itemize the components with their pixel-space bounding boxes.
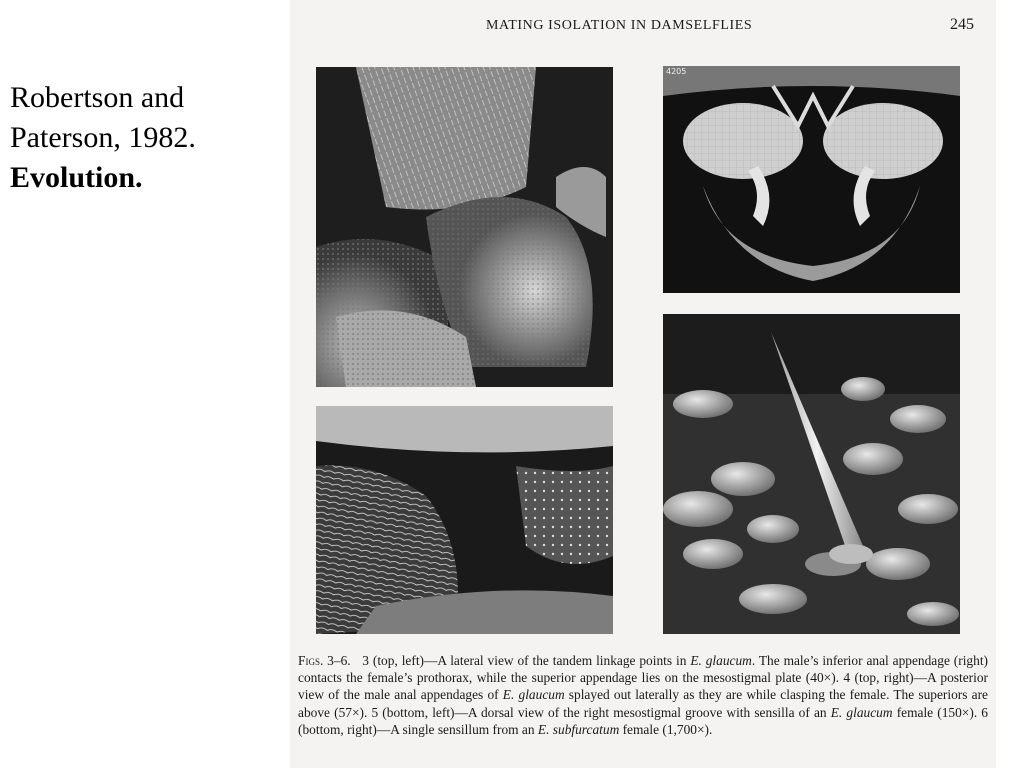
citation-year: Paterson, 1982. xyxy=(10,121,196,154)
caption-text: splayed out laterally as they are while clasping the female. The superiors are above (57×). 5 (bottom, left)—A dorsal view of the right mesostigmal groove with sensilla of an xyxy=(298,687,988,720)
figure-5-micrograph xyxy=(316,406,613,634)
figure-6-micrograph xyxy=(663,314,960,634)
citation-block xyxy=(10,78,280,198)
species-name: E. glaucum xyxy=(502,687,565,703)
species-name: E. subfurcatum xyxy=(537,721,620,737)
species-name: E. glaucum xyxy=(690,653,752,668)
caption-text: female (150×). 6 (bottom, right)—A single sensillum from an xyxy=(298,704,989,737)
figure-caption xyxy=(298,652,988,738)
caption-text: 3 (top, left)—A lateral view of the tandem linkage points in xyxy=(362,653,691,668)
scanned-page xyxy=(290,0,996,768)
page-number: 245 xyxy=(950,16,974,33)
species-name: E. glaucum xyxy=(830,704,893,720)
citation-journal: Evolution. xyxy=(10,161,143,194)
citation-authors: Robertson and xyxy=(10,81,185,114)
caption-text: . The male’s inferior anal appendage (right) contacts the female’s prothorax, while the superior appendage lies on the mesostigmal plate (40×). 4 (top, right)—A posterior view of the male anal appendages of xyxy=(298,653,988,703)
running-head: MATING ISOLATION IN DAMSELFLIES xyxy=(486,18,753,33)
plate-id-label: 4205 xyxy=(666,67,687,76)
caption-label: Figs. 3–6. xyxy=(298,653,351,668)
figure-3-micrograph xyxy=(316,67,613,387)
caption-text: female (1,700×). xyxy=(619,721,713,737)
figure-4-micrograph xyxy=(663,66,960,293)
